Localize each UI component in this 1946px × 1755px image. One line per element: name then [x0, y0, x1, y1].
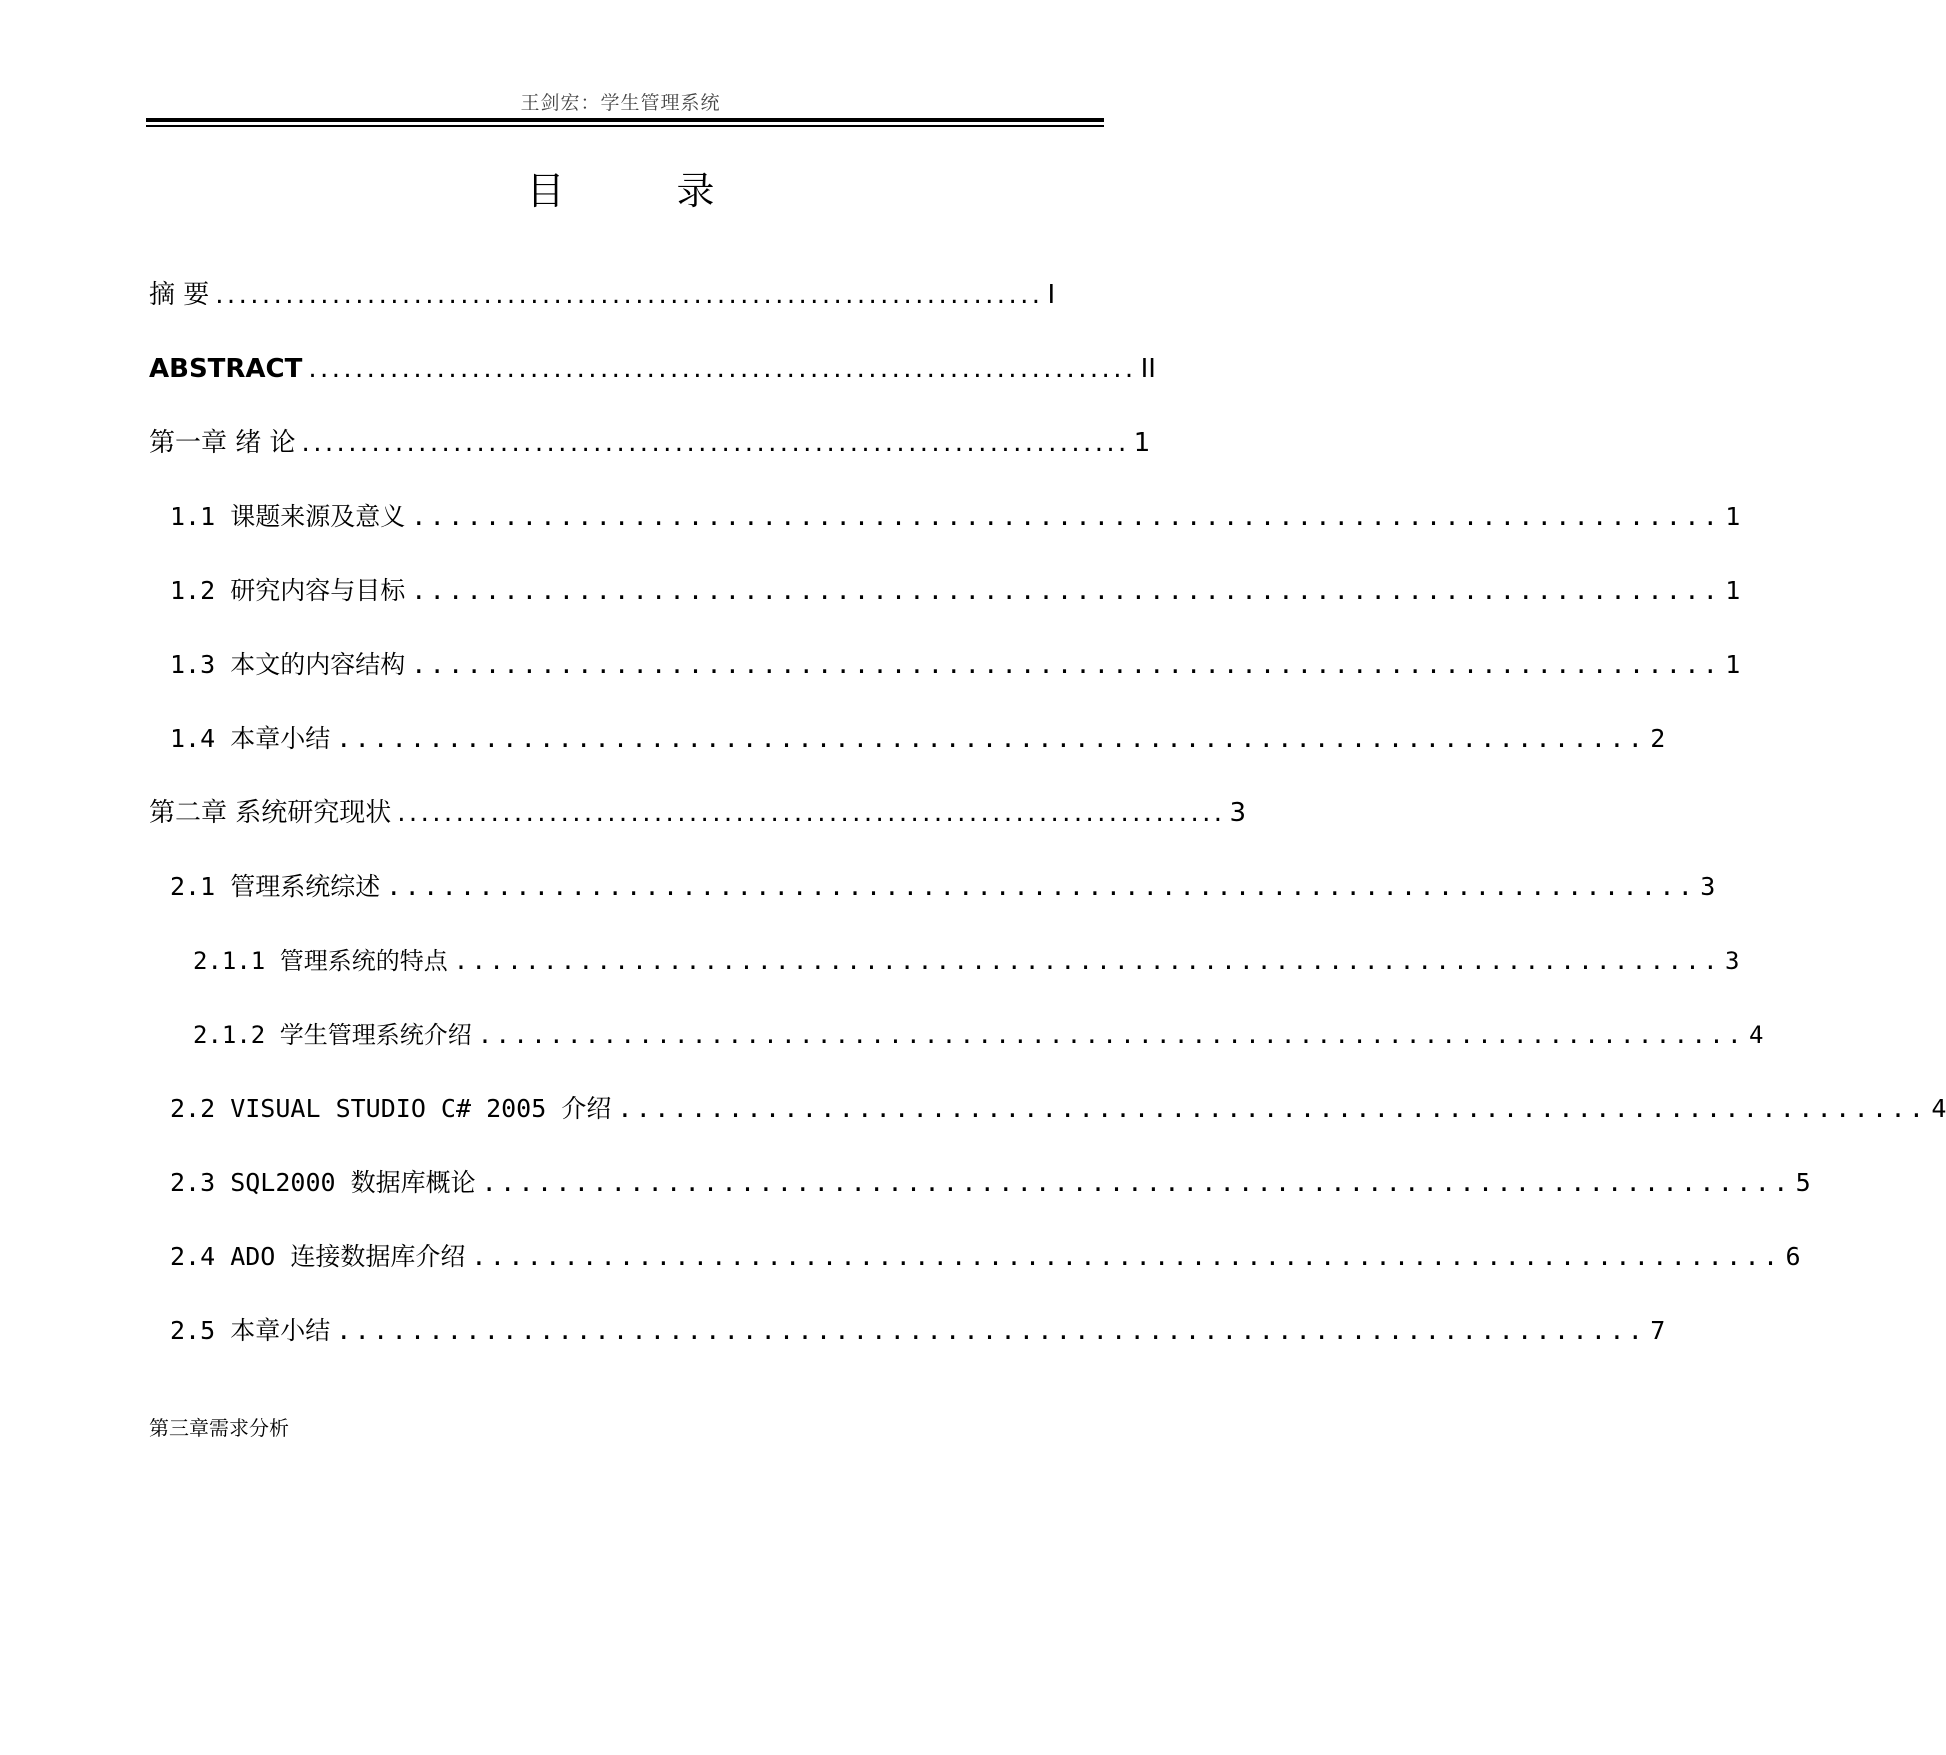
toc-entry-label: ABSTRACT — [149, 354, 303, 384]
toc-entry-label: 2.3 SQL2000 数据库概论 — [170, 1168, 476, 1197]
toc-leader: ....................................................................... — [215, 280, 1044, 310]
toc-entry-label: 2.1.2 学生管理系统介绍 — [193, 1021, 472, 1049]
toc-page-number: II — [1140, 354, 1156, 384]
toc-entry-abstract-en[interactable] — [149, 349, 1156, 389]
toc-page-number: 7 — [1650, 1316, 1666, 1345]
toc-entry-label: 2.4 ADO 连接数据库介绍 — [170, 1242, 466, 1271]
header-rule-thin — [146, 125, 1104, 127]
toc-entry-2-3[interactable] — [170, 1163, 1811, 1203]
toc-leader: ....................................................................... — [481, 1168, 1792, 1197]
toc-page-number: 5 — [1795, 1168, 1811, 1197]
toc-entry-label: 2.1.1 管理系统的特点 — [193, 947, 448, 975]
toc-entry-abstract-cn[interactable] — [149, 275, 1056, 315]
toc-entry-label: 2.2 VISUAL STUDIO C# 2005 介绍 — [170, 1094, 612, 1123]
chapter-3-heading: 第三章需求分析 — [149, 1416, 289, 1440]
toc-leader: ....................................................................... — [386, 872, 1697, 901]
toc-entry-chapter-2[interactable] — [149, 793, 1247, 833]
toc-entry-1-4[interactable] — [170, 719, 1666, 759]
toc-page-number: 3 — [1725, 947, 1740, 975]
toc-title: 目 录 — [526, 169, 765, 213]
toc-leader: ....................................................................... — [397, 798, 1226, 828]
toc-entry-2-1-1[interactable] — [193, 941, 1740, 981]
toc-page-number: 4 — [1749, 1021, 1764, 1049]
toc-entry-label: 第一章 绪 论 — [149, 428, 296, 458]
toc-entry-1-2[interactable] — [170, 571, 1741, 611]
toc-leader: ....................................................................... — [617, 1094, 1928, 1123]
toc-page-number: 3 — [1229, 798, 1247, 828]
toc-entry-label: 1.4 本章小结 — [170, 724, 331, 753]
toc-entry-1-1[interactable] — [170, 497, 1741, 537]
toc-page-number: 3 — [1700, 872, 1716, 901]
toc-page-number: 2 — [1650, 724, 1666, 753]
toc-leader: ....................................................................... — [411, 576, 1722, 605]
toc-entry-label: 2.1 管理系统综述 — [170, 872, 381, 901]
toc-entry-label: 1.1 课题来源及意义 — [170, 502, 406, 531]
toc-page-number: 1 — [1133, 428, 1151, 458]
toc-entry-label: 2.5 本章小结 — [170, 1316, 331, 1345]
toc-page-number: 4 — [1931, 1094, 1946, 1123]
toc-leader: ....................................................................... — [336, 1316, 1647, 1345]
toc-entry-2-4[interactable] — [170, 1237, 1801, 1277]
toc-entry-2-5[interactable] — [170, 1311, 1666, 1351]
toc-leader: ....................................................................... — [308, 354, 1137, 384]
toc-page-number: 1 — [1725, 502, 1741, 531]
toc-entry-2-2[interactable] — [170, 1089, 1946, 1129]
header-rule-thick — [146, 118, 1104, 122]
toc-leader: ....................................................................... — [411, 502, 1722, 531]
toc-leader: ....................................................................... — [411, 650, 1722, 679]
toc-page-number: I — [1047, 280, 1056, 310]
toc-entry-label: 1.3 本文的内容结构 — [170, 650, 406, 679]
toc-entry-1-3[interactable] — [170, 645, 1741, 685]
toc-leader: ....................................................................... — [336, 724, 1647, 753]
toc-leader: ....................................................................... — [453, 947, 1721, 975]
toc-leader: ....................................................................... — [301, 428, 1130, 458]
toc-entry-chapter-1[interactable] — [149, 423, 1151, 463]
toc-entry-label: 第二章 系统研究现状 — [149, 798, 392, 828]
toc-page-number: 1 — [1725, 576, 1741, 605]
running-header: 王剑宏：学生管理系统 — [520, 92, 721, 114]
toc-page-number: 6 — [1785, 1242, 1801, 1271]
toc-entry-2-1[interactable] — [170, 867, 1716, 907]
toc-leader: ....................................................................... — [471, 1242, 1782, 1271]
toc-page-number: 1 — [1725, 650, 1741, 679]
toc-leader: ....................................................................... — [477, 1021, 1745, 1049]
toc-entry-label: 摘 要 — [149, 280, 210, 310]
toc-entry-2-1-2[interactable] — [193, 1015, 1764, 1055]
toc-entry-label: 1.2 研究内容与目标 — [170, 576, 406, 605]
